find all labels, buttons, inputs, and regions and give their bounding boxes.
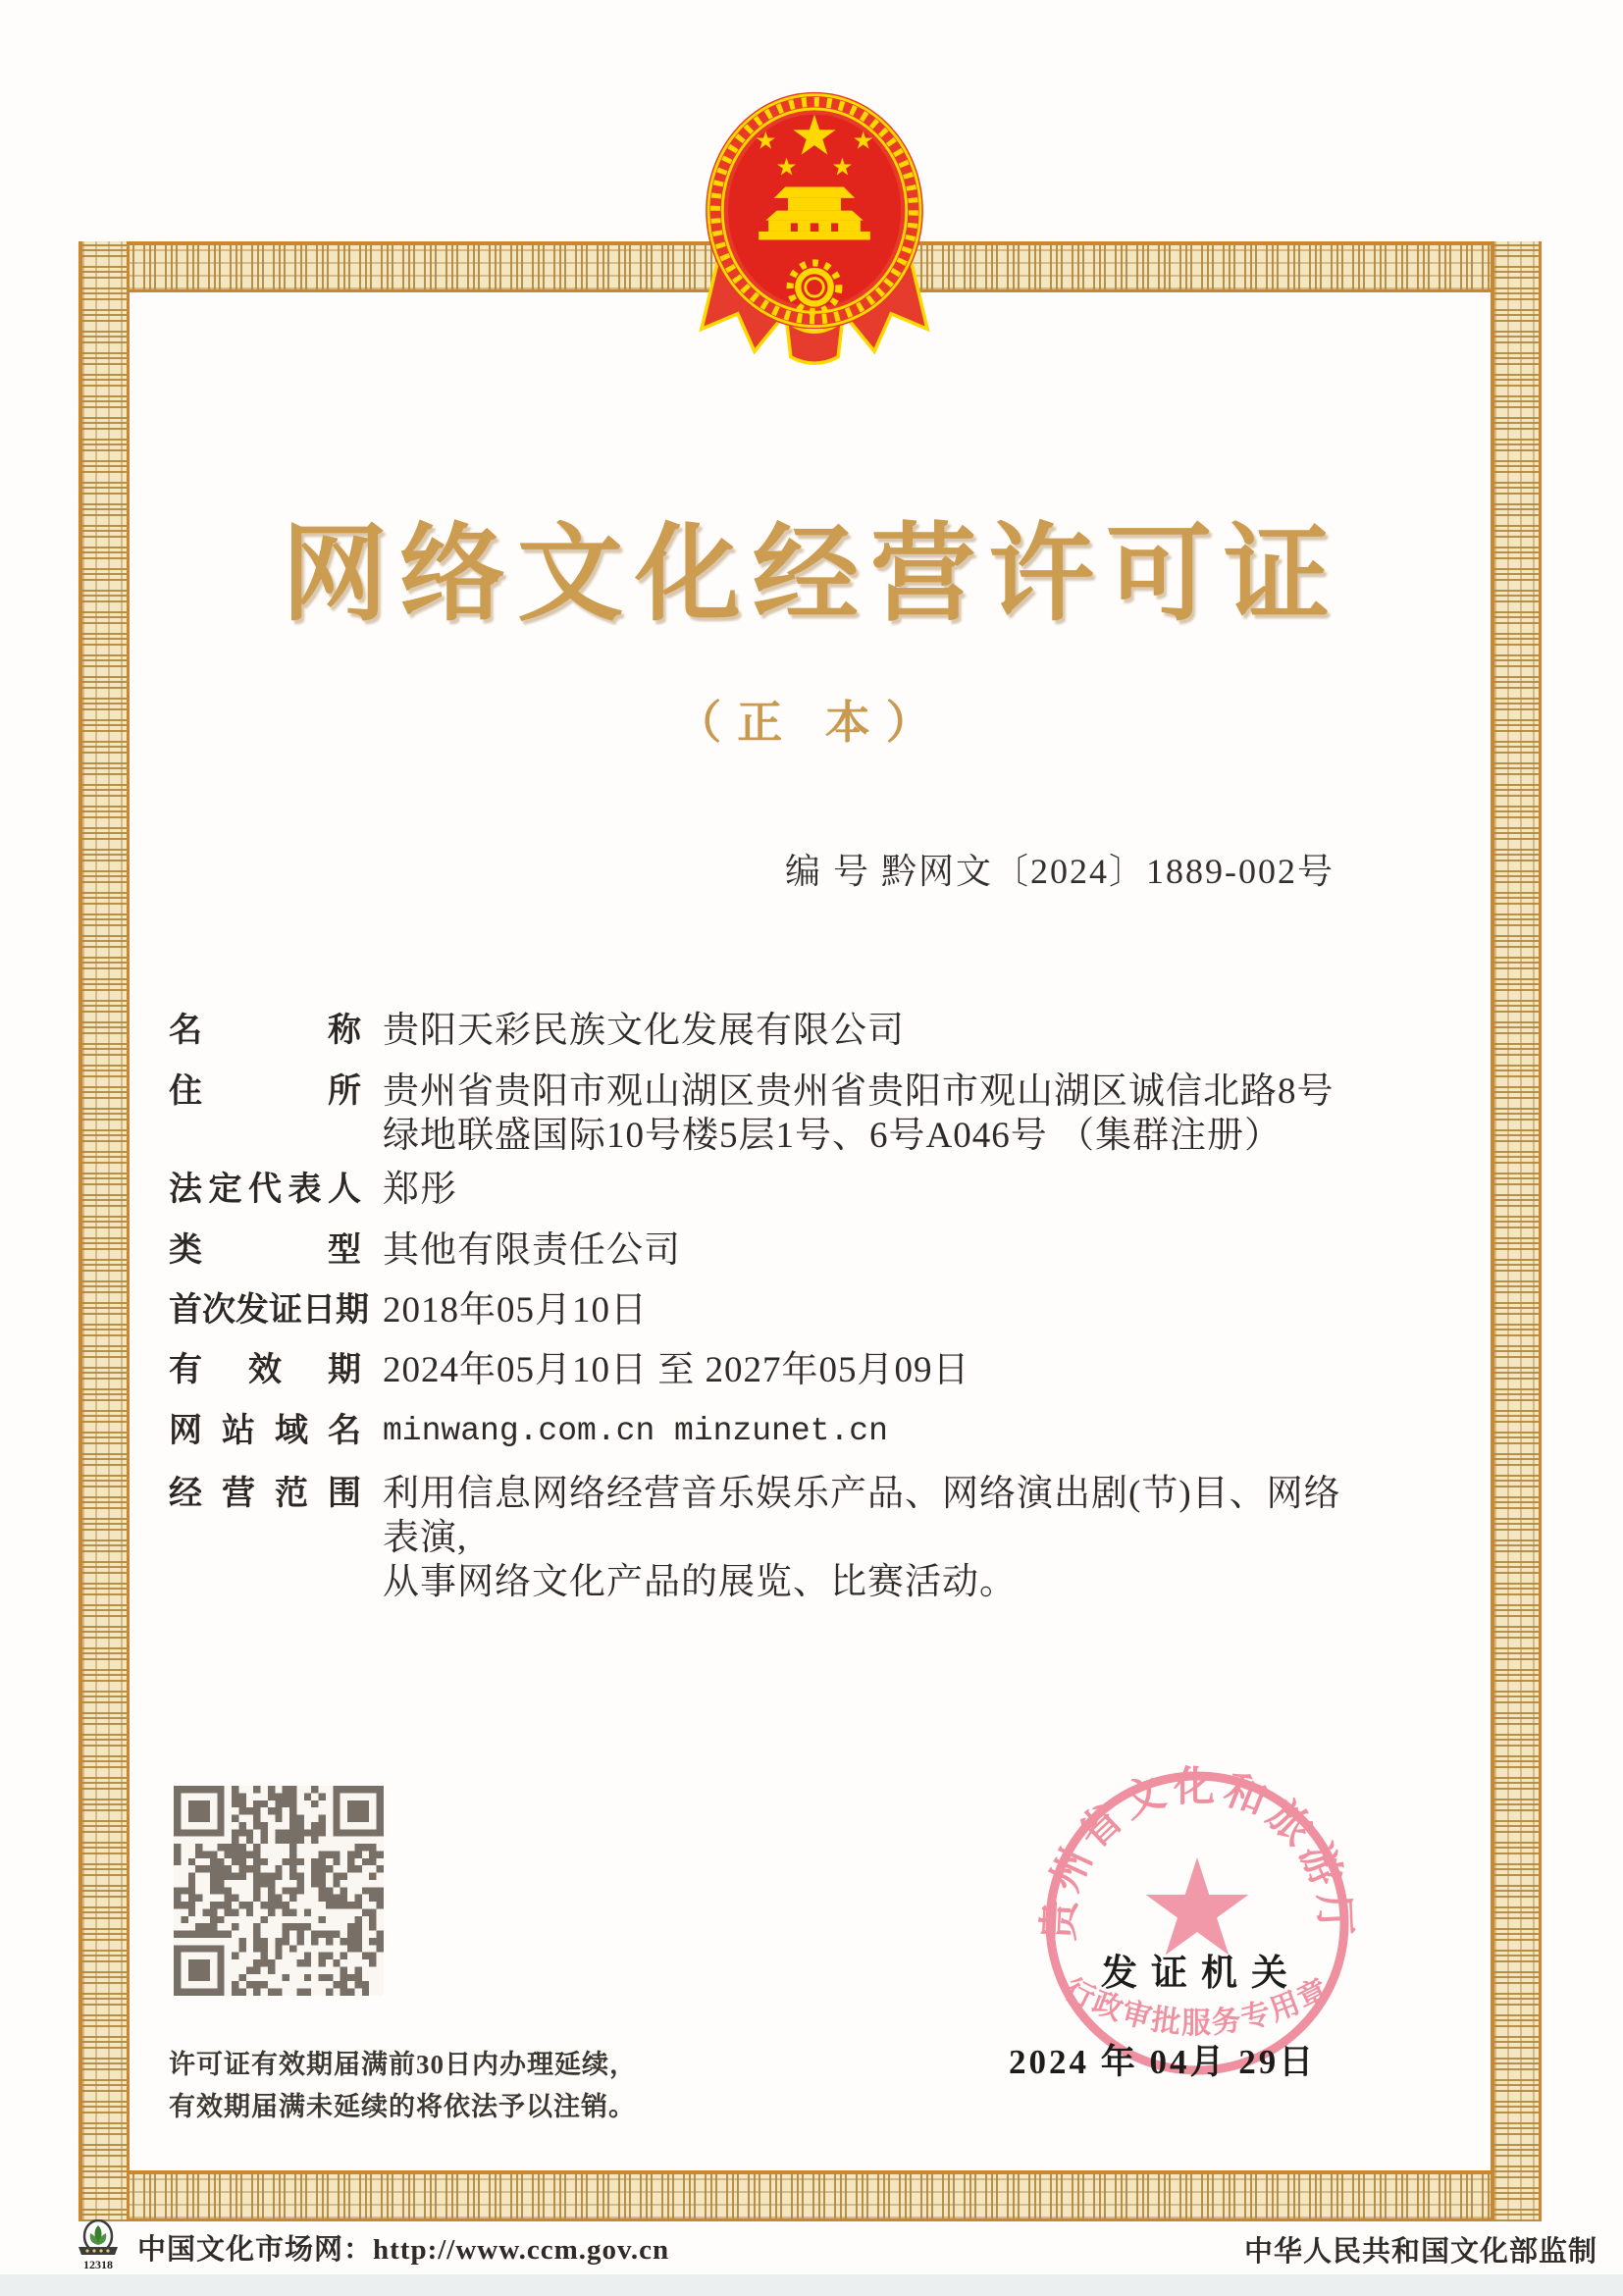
field-row-business-scope (169, 1472, 1503, 1604)
notice-line: 许可证有效期届满前30日内办理延续， (169, 2050, 637, 2079)
qr-code (174, 1786, 384, 1996)
certificate-subtitle: （正 本） (676, 698, 947, 748)
field-row-first-issue-date (169, 1288, 1503, 1332)
field-row-website-domain (169, 1409, 1503, 1453)
field-label: 法定代表人 (169, 1172, 361, 1208)
field-value: 利用信息网络经营音乐娱乐产品、网络演出剧(节)目、网络 表演, 从事网络文化产品的展览、比赛活动。 (383, 1474, 1341, 1602)
hotline-number: 12318 (83, 2258, 113, 2271)
seal-organization: 贵州省文化和旅游厅 (1037, 1764, 1357, 1943)
field-value: minwang.com.cn minzunet.cn (383, 1413, 888, 1449)
serial-number: 编 号 黔网文〔2024〕1889-002号 (785, 852, 1335, 891)
certificate-title: 网络文化经营许可证 (281, 517, 1341, 634)
notice-line: 有效期届满未延续的将依法予以注销。 (169, 2092, 636, 2121)
field-label: 首次发证日期 (169, 1292, 369, 1329)
footer-website: 中国文化市场网：http://www.ccm.gov.cn (137, 2234, 670, 2266)
renewal-notice (169, 2044, 637, 2128)
issuing-authority-label: 发证机关 (1101, 1954, 1301, 1994)
field-label: 类型 (169, 1232, 361, 1269)
field-label: 名称 (169, 1013, 361, 1049)
field-label: 有效期 (169, 1352, 361, 1388)
ornate-border-bottom (79, 2170, 1542, 2221)
footer-supervisor: 中华人民共和国文化部监制 (1244, 2236, 1598, 2268)
seal-banner: 行政审批服务专用章 (1059, 1972, 1335, 2040)
field-label: 网站域名 (169, 1413, 361, 1449)
field-value: 贵阳天彩民族文化发展有限公司 (383, 1011, 905, 1051)
field-row-type (169, 1228, 1503, 1273)
field-label: 住所 (169, 1073, 361, 1110)
china-national-emblem-icon (682, 75, 947, 369)
issue-date: 2024 年 04月 29日 (1009, 2043, 1317, 2081)
field-value: 贵州省贵阳市观山湖区贵州省贵阳市观山湖区诚信北路8号 绿地联盛国际10号楼5层1号、6号A046号 （集群注册） (383, 1071, 1335, 1156)
field-value: 2018年05月10日 (383, 1290, 648, 1331)
field-label: 经营范围 (169, 1476, 361, 1512)
field-row-legal-representative (169, 1168, 1503, 1212)
field-row-address (169, 1070, 1503, 1158)
field-row-name (169, 1009, 1503, 1053)
field-value: 其他有限责任公司 (383, 1230, 681, 1271)
field-value: 郑彤 (383, 1170, 457, 1210)
field-value: 2024年05月10日 至 2027年05月09日 (383, 1350, 970, 1390)
ccm-12318-logo-icon (73, 2219, 124, 2259)
field-row-validity-period (169, 1348, 1503, 1392)
scan-edge-artifact (0, 2274, 1623, 2296)
certificate-fields (169, 1009, 1503, 1604)
